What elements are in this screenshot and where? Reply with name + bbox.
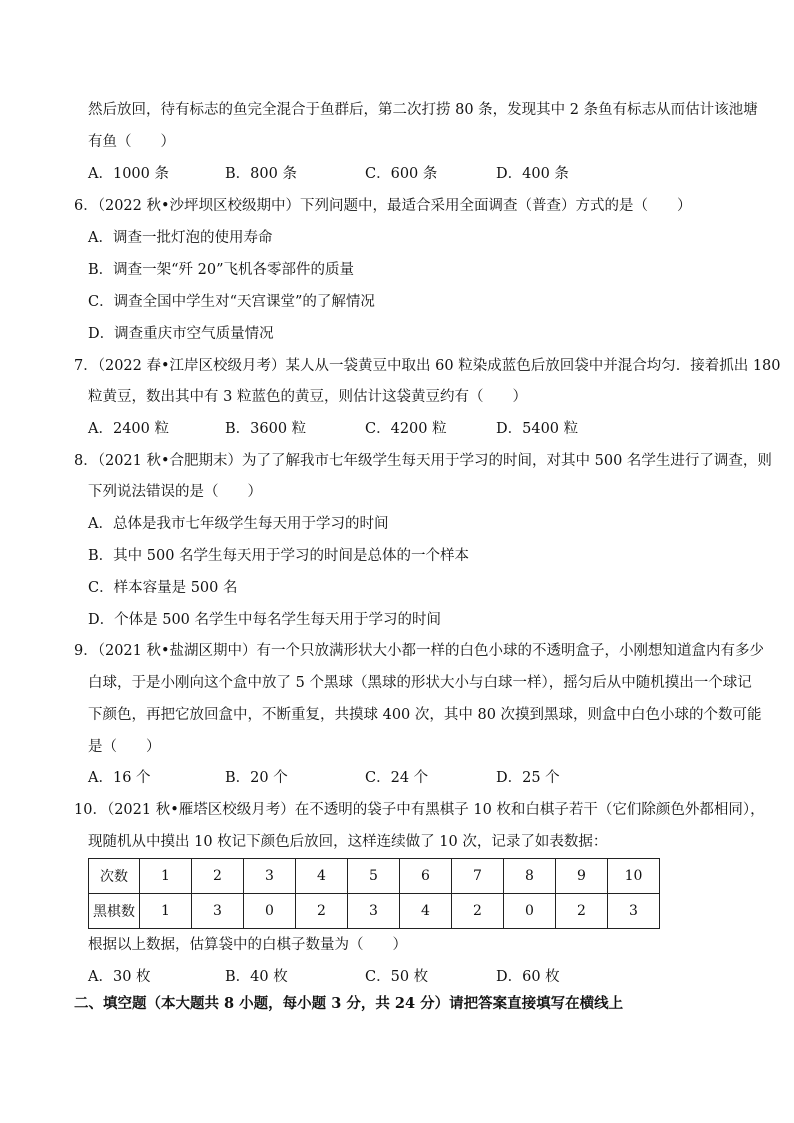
table-cell: 2: [452, 894, 504, 929]
q9-option-a[interactable]: A．16 个: [88, 770, 151, 786]
q9-option-b[interactable]: B．20 个: [225, 770, 288, 786]
q9-options: [88, 768, 708, 788]
q7-option-a[interactable]: A．2400 粒: [88, 421, 169, 437]
q10-stem-line2: 现随机从中摸出 10 枚记下颜色后放回，这样连续做了 10 次，记录了如表数据：: [88, 834, 608, 850]
q7-option-c[interactable]: C．4200 粒: [365, 421, 447, 437]
q8-stem-line2: 下列说法错误的是（ ）: [88, 484, 262, 500]
q9-option-d[interactable]: D．25 个: [496, 770, 560, 786]
table-cell: 2: [296, 894, 348, 929]
table-cell: 8: [504, 859, 556, 894]
table-cell: 0: [504, 894, 556, 929]
q6-stem: 6．（2022 秋•沙坪坝区校级期中）下列问题中，最适合采用全面调查（普查）方式的是（ ）: [74, 198, 692, 214]
q5-options: [88, 164, 708, 184]
q7-option-b[interactable]: B．3600 粒: [225, 421, 307, 437]
q8-option-b[interactable]: B．其中 500 名学生每天用于学习的时间是总体的一个样本: [88, 548, 470, 564]
q5-stem-line2: 有鱼（ ）: [88, 134, 175, 150]
table-cell: 6: [400, 859, 452, 894]
q9-option-c[interactable]: C．24 个: [365, 770, 429, 786]
table-cell: 7: [452, 859, 504, 894]
table-cell: 3: [608, 894, 660, 929]
table-header-cell: 次数: [89, 859, 140, 894]
table-cell: 10: [608, 859, 660, 894]
table-cell: 1: [140, 894, 192, 929]
table-cell: 1: [140, 859, 192, 894]
table-cell: 5: [348, 859, 400, 894]
q5-stem-line1: 然后放回，待有标志的鱼完全混合于鱼群后，第二次打捞 80 条，发现其中 2 条鱼有标志从而估计该池塘: [88, 102, 758, 118]
q10-option-b[interactable]: B．40 枚: [225, 969, 288, 985]
q5-option-a[interactable]: A．1000 条: [88, 166, 169, 182]
q9-stem-line3: 下颜色，再把它放回盒中，不断重复，共摸球 400 次，其中 80 次摸到黑球，则盒中白色小球的个数可能: [88, 707, 762, 723]
q10-option-d[interactable]: D．60 枚: [496, 969, 560, 985]
table-cell: 3: [244, 859, 296, 894]
q6-option-d[interactable]: D．调查重庆市空气质量情况: [88, 326, 274, 342]
q8-stem-line1: 8．（2021 秋•合肥期末）为了了解我市七年级学生每天用于学习的时间，对其中 500 名学生进行了调查，则: [74, 453, 772, 469]
q8-option-d[interactable]: D．个体是 500 名学生中每名学生每天用于学习的时间: [88, 612, 442, 628]
q10-data-table: [88, 858, 660, 929]
q10-option-c[interactable]: C．50 枚: [365, 969, 429, 985]
q10-question: 根据以上数据，估算袋中的白棋子数量为（ ）: [88, 937, 407, 953]
q5-option-b[interactable]: B．800 条: [225, 166, 297, 182]
q9-stem-line4: 是（ ）: [88, 739, 161, 755]
table-cell: 3: [348, 894, 400, 929]
q5-option-c[interactable]: C．600 条: [365, 166, 438, 182]
table-cell: 4: [296, 859, 348, 894]
q6-option-c[interactable]: C．调查全国中学生对“天宫课堂”的了解情况: [88, 294, 375, 310]
q9-stem-line1: 9．（2021 秋•盐湖区期中）有一个只放满形状大小都一样的白色小球的不透明盒子，小刚想知道盒内有多少: [74, 643, 765, 659]
q5-option-d[interactable]: D．400 条: [496, 166, 569, 182]
table-cell: 2: [556, 894, 608, 929]
q10-stem-line1: 10．（2021 秋•雁塔区校级月考）在不透明的袋子中有黑棋子 10 枚和白棋子若干（它们除颜色外都相同），: [74, 802, 765, 818]
table-row: [89, 894, 660, 929]
q8-option-c[interactable]: C．样本容量是 500 名: [88, 580, 238, 596]
table-cell: 4: [400, 894, 452, 929]
q7-stem-line2: 粒黄豆，数出其中有 3 粒蓝色的黄豆，则估计这袋黄豆约有（ ）: [88, 389, 527, 405]
section-heading: 二、填空题（本大题共 8 小题，每小题 3 分，共 24 分）请把答案直接填写在横线上: [74, 995, 624, 1012]
q6-option-b[interactable]: B．调查一架“歼 20”飞机各零部件的质量: [88, 262, 355, 278]
table-cell: 0: [244, 894, 296, 929]
table-header-cell: 黑棋数: [89, 894, 140, 929]
q7-options: [88, 419, 708, 439]
q6-option-a[interactable]: A．调查一批灯泡的使用寿命: [88, 230, 273, 246]
table-cell: 3: [192, 894, 244, 929]
q9-stem-line2: 白球，于是小刚向这个盒中放了 5 个黑球（黑球的形状大小与白球一样），摇匀后从中随机摸出一个球记: [88, 675, 752, 691]
q8-option-a[interactable]: A．总体是我市七年级学生每天用于学习的时间: [88, 516, 389, 532]
table-cell: 2: [192, 859, 244, 894]
q7-option-d[interactable]: D．5400 粒: [496, 421, 579, 437]
q10-option-a[interactable]: A．30 枚: [88, 969, 151, 985]
table-cell: 9: [556, 859, 608, 894]
q10-options: [88, 967, 708, 987]
table-row: [89, 859, 660, 894]
q7-stem-line1: 7．（2022 春•江岸区校级月考）某人从一袋黄豆中取出 60 粒染成蓝色后放回袋中并混合均匀．接着抓出 180: [74, 358, 781, 374]
